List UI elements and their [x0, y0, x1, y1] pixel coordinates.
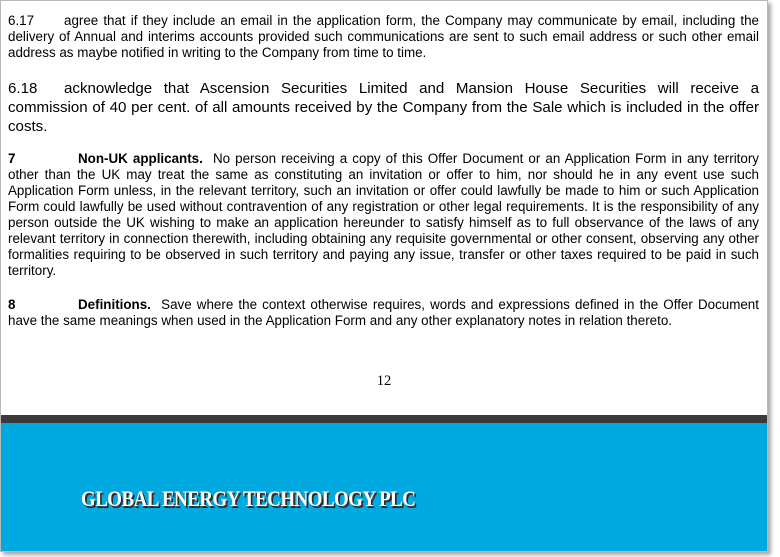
clause-number: 6.18 [8, 80, 38, 97]
footer-banner [1, 423, 767, 551]
clause-text: No person receiving a copy of this Offer Document or an Application Form in any territory other than the UK may treat the same as constituting an invitation or offer to him, nor should he in any event use such Application Form unless, in the relevant territory, such an invitation or offer could lawfully be made to him or such Application Form could lawfully be used without contravention of any registration or other legal requirements. It is the responsibility of any person outside the UK wishing to make an application hereunder to satisfy himself as to full observance of the laws of any relevant territory in connection therewith, including obtaining any requisite governmental or other consent, observing any other formalities requiring to be observed in such territory and paying any issue, transfer or other taxes required to be paid in such territory. [8, 151, 759, 278]
clause-8-definitions [8, 297, 759, 329]
clause-heading: Non-UK applicants. [78, 151, 203, 166]
clause-heading: Definitions. [78, 297, 151, 312]
document-body [8, 13, 759, 329]
footer-divider-stripe [1, 415, 767, 423]
clause-number: 8 [8, 297, 16, 312]
clause-text: agree that if they include an email in the application form, the Company may communicate by email, including the delivery of Annual and interims accounts provided such communications are sent to such email address or such other email address as maybe notified in writing to the Company from time to time. [8, 13, 759, 60]
clause-6-18 [8, 79, 759, 136]
clause-text: acknowledge that Ascension Securities Limited and Mansion House Securities will receive a commission of 40 per cent. of all amounts received by the Company from the Sale which is included in the offer costs. [8, 80, 759, 135]
clause-number: 7 [8, 151, 16, 166]
page-number: 12 [376, 373, 392, 389]
clause-number: 6.17 [8, 13, 35, 28]
clause-text: Save where the context otherwise requires, words and expressions defined in the Offer Document have the same meanings when used in the Application Form and any other explanatory notes in relation thereto. [8, 297, 759, 328]
clause-7-non-uk-applicants [8, 151, 759, 279]
company-name: GLOBAL ENERGY TECHNOLOGY PLC [81, 486, 416, 511]
clause-6-17 [8, 13, 759, 61]
